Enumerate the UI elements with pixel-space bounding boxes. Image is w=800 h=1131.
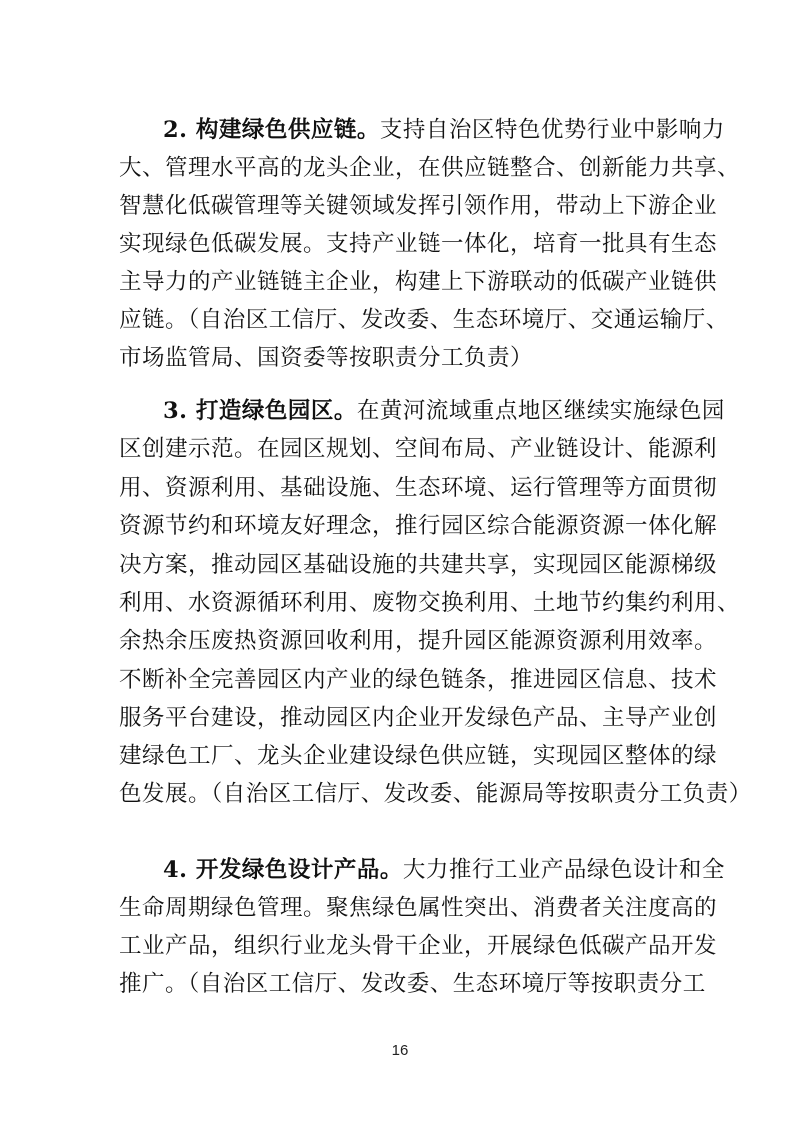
- paragraph-line: 区创建示范。在园区规划、空间布局、产业链设计、能源利: [119, 436, 718, 462]
- paragraph-line: 智慧化低碳管理等关键领域发挥引领作用，带动上下游企业: [119, 193, 718, 219]
- section-3-text: 在黄河流域重点地区继续实施绿色园: [356, 398, 725, 424]
- section-4-text: 大力推行工业产品绿色设计和全: [402, 857, 725, 883]
- paragraph-line: 工业产品，组织行业龙头骨干企业，开展绿色低碳产品开发: [119, 933, 718, 959]
- paragraph-line: [119, 812, 689, 852]
- paragraph-line: 大、管理水平高的龙头企业，在供应链整合、创新能力共享、: [119, 155, 741, 181]
- section-4-line-1: [163, 850, 725, 890]
- paragraph-line: 利用、水资源循环利用、废物交换利用、土地节约集约利用、: [119, 590, 741, 616]
- paragraph-line: 应链。（自治区工信厅、发改委、生态环境厅、交通运输厅、: [119, 307, 729, 333]
- paragraph-line: 决方案，推动园区基础设施的共建共享，实现园区能源梯级: [119, 552, 718, 578]
- paragraph-line: 不断补全完善园区内产业的绿色链条，推进园区信息、技术: [119, 667, 718, 693]
- section-4-heading: 4. 开发绿色设计产品。: [163, 857, 403, 883]
- paragraph-line: 资源节约和环境友好理念，推行园区综合能源资源一体化解: [119, 513, 718, 539]
- page-number: 16: [391, 1042, 409, 1059]
- section-2-line-1: [163, 110, 725, 150]
- paragraph-line: 服务平台建设，推动园区内企业开发绿色产品、主导产业创: [119, 705, 718, 731]
- section-3-line-1: [163, 391, 725, 431]
- paragraph-line: 余热余压废热资源回收利用，提升园区能源资源利用效率。: [119, 628, 718, 654]
- paragraph-line: 生命周期绿色管理。聚焦绿色属性突出、消费者关注度高的: [119, 895, 718, 921]
- paragraph-line: 用、资源利用、基础设施、生态环境、运行管理等方面贯彻: [119, 475, 718, 501]
- paragraph-line: 市场监管局、国资委等按职责分工负责）: [119, 345, 534, 371]
- paragraph-line: 建绿色工厂、龙头企业建设绿色供应链，实现园区整体的绿: [119, 743, 718, 769]
- paragraph-line: 色发展。（自治区工信厅、发改委、能源局等按职责分工负责）: [119, 781, 752, 807]
- paragraph-line: 实现绿色低碳发展。支持产业链一体化，培育一批具有生态: [119, 231, 718, 257]
- section-2-heading: 2. 构建绿色供应链。: [163, 117, 380, 143]
- paragraph-line: 主导力的产业链链主企业，构建上下游联动的低碳产业链供: [119, 269, 718, 295]
- paragraph-line: 推广。（自治区工信厅、发改委、生态环境厅等按职责分工: [119, 971, 706, 997]
- section-3-heading: 3. 打造绿色园区。: [163, 398, 357, 424]
- section-2-text: 支持自治区特色优势行业中影响力: [379, 117, 725, 143]
